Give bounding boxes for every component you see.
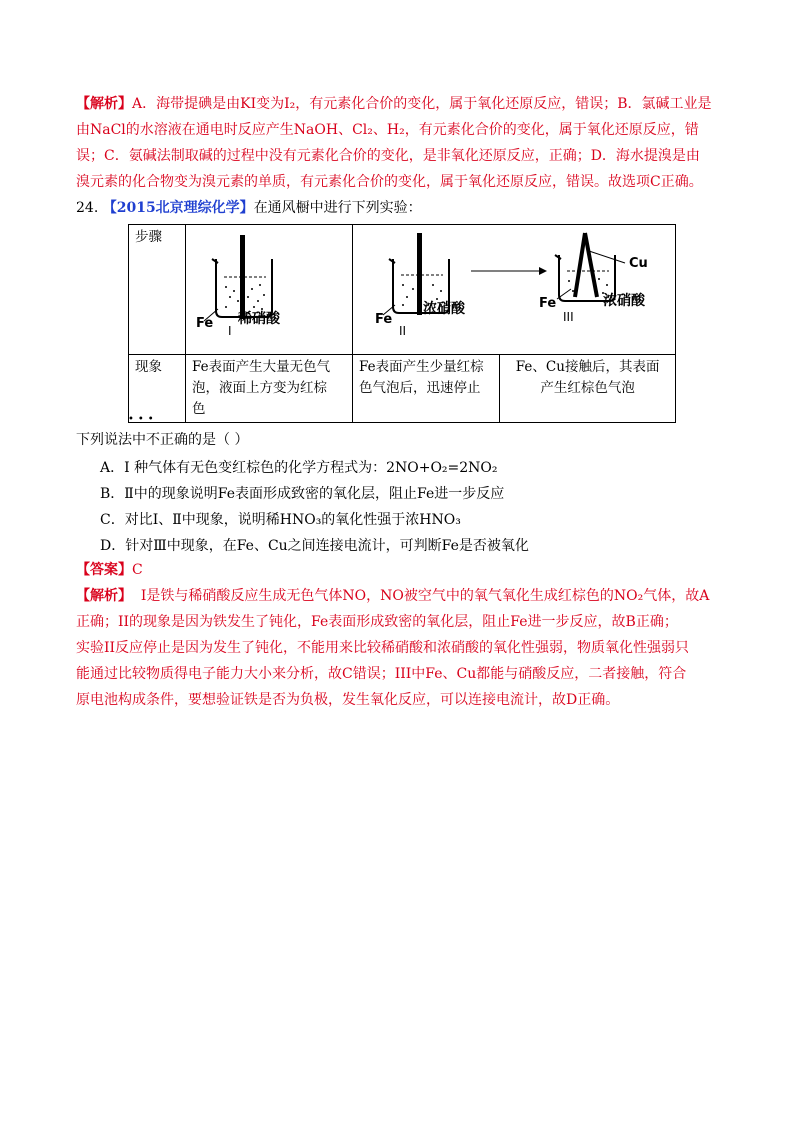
- analysis-paragraph-line: 能通过比较物质得电子能力大小来分析，故C错误；III中Fe、Cu都能与硝酸反应，二者接触，符合: [76, 666, 687, 682]
- row-header-steps: 步骤: [129, 225, 186, 355]
- analysis-paragraph-line: 原电池构成条件，要想验证铁是否为负极，发生氧化反应，可以连接电流计，故D正确。: [76, 692, 620, 708]
- analysis-label: 【解析】: [76, 588, 132, 604]
- analysis-paragraph-line: 【解析】 I是铁与稀硝酸反应生成无色气体NO，NO被空气中的氧气氧化生成红棕色的NO₂气体，故A: [76, 588, 710, 604]
- label-fe: Fe: [375, 312, 393, 327]
- phenomenon-2: Fe表面产生少量红棕 色气泡后，迅速停止: [353, 355, 500, 423]
- experiment-table: [128, 224, 676, 423]
- analysis-paragraph-line: 正确；II的现象是因为铁发生了钝化，Fe表面形成致密的氧化层，阻止Fe进一步反应，故B正确；: [76, 614, 678, 630]
- label-fe: Fe: [539, 296, 557, 311]
- iron-rod: [417, 233, 422, 315]
- option-b: B．Ⅱ中的现象说明Fe表面形成致密的氧化层，阻止Fe进一步反应: [100, 486, 505, 502]
- analysis-paragraph-line: 由NaCl的水溶液在通电时反应产生NaOH、Cl₂、H₂，有元素化合价的变化，属于氧化还原反应，错: [76, 122, 699, 138]
- iron-wire: [575, 233, 585, 297]
- phenomenon-1: Fe表面产生大量无色气 泡，液面上方变为红棕 色: [186, 355, 353, 423]
- step-diagram-2-3: [353, 225, 676, 355]
- copper-wire: [585, 233, 597, 297]
- question-number: 24.: [76, 200, 99, 216]
- label-cu: Cu: [629, 256, 648, 271]
- label-conc-nitric: 浓硝酸: [423, 301, 465, 317]
- analysis-paragraph-line: 溴元素的化合物变为溴元素的单质，有元素化合价的变化，属于氧化还原反应，错误。故选项C正确。: [76, 174, 703, 190]
- analysis-paragraph-line: 实验II反应停止是因为发生了钝化，不能用来比较稀硝酸和浓硝酸的氧化性强弱，物质氧化性强弱只: [76, 640, 690, 656]
- answer-line: [76, 560, 143, 580]
- row-header-phenomena: 现象: [129, 355, 186, 423]
- question-ask: 下列说法中不正确的是（ ）: [76, 432, 249, 448]
- analysis-paragraph-line: 误；C．氨碱法制取碱的过程中没有元素化合价的变化，是非氧化还原反应，正确；D．海水提溴是由: [76, 148, 700, 164]
- phenomenon-3: Fe、Cu接触后，其表面 产生红棕色气泡: [500, 355, 676, 423]
- option-d: D．针对Ⅲ中现象，在Fe、Cu之间连接电流计，可判断Fe是否被氧化: [100, 538, 529, 554]
- label-conc-nitric: 浓硝酸: [603, 293, 645, 309]
- label-fe: Fe: [196, 316, 214, 331]
- iron-rod: [240, 235, 245, 319]
- question-heading: [76, 198, 422, 218]
- label-dilute-nitric: 稀硝酸: [238, 311, 280, 327]
- answer-label: 【答案】: [76, 562, 132, 578]
- question-stem: 在通风橱中进行下列实验：: [253, 200, 422, 216]
- step-diagram-1: [186, 225, 353, 355]
- table-dots: •••: [128, 414, 158, 425]
- analysis-label: 【解析】: [76, 96, 132, 112]
- label-roman-3: III: [563, 310, 574, 324]
- arrow-head: [539, 267, 547, 275]
- question-source: 【2015北京理综化学】: [102, 200, 254, 216]
- answer-value: C: [132, 562, 143, 578]
- label-roman-1: I: [228, 324, 232, 338]
- option-c: C．对比Ⅰ、Ⅱ中现象，说明稀HNO₃的氧化性强于浓HNO₃: [100, 512, 461, 528]
- analysis-paragraph-line: 【解析】A．海带提碘是由KI变为I₂，有元素化合价的变化，属于氧化还原反应，错误；B．氯碱工业是: [76, 96, 712, 112]
- option-a: A．Ⅰ 种气体有无色变红棕色的化学方程式为：2NO+O₂=2NO₂: [100, 460, 498, 476]
- label-roman-2: II: [399, 324, 407, 338]
